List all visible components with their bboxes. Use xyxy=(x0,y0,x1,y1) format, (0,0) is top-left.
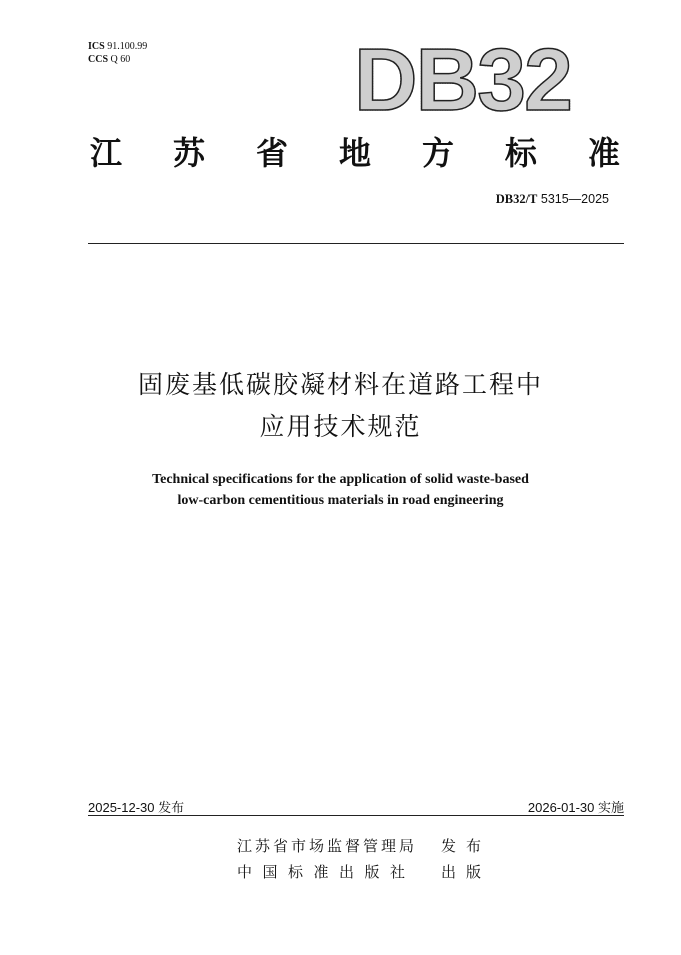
province-char: 地 xyxy=(338,134,371,172)
english-title-line-1: Technical specifications for the application of solid waste-based xyxy=(152,472,529,487)
province-char: 江 xyxy=(90,134,123,172)
chinese-title-line-1: 固废基低碳胶凝材料在道路工程中 xyxy=(137,370,543,399)
db32-logo: DB32 xyxy=(354,30,571,129)
province-char: 标 xyxy=(504,134,537,172)
issue-date: 2025-12-30 发布 xyxy=(88,800,185,815)
ccs-line xyxy=(88,53,147,66)
standard-code xyxy=(496,192,609,207)
province-standard-title xyxy=(90,133,620,173)
publisher-action: 出版 xyxy=(441,863,492,881)
top-divider xyxy=(88,243,624,244)
ccs-label: CCS xyxy=(88,54,109,65)
standard-code-number: 5315—2025 xyxy=(540,192,609,206)
implementation-date: 2026-01-30 实施 xyxy=(527,800,624,815)
ics-label: ICS xyxy=(88,41,105,52)
issuer-action: 发布 xyxy=(441,837,492,855)
province-char: 方 xyxy=(421,134,454,172)
standard-code-prefix: DB32/T xyxy=(495,192,538,206)
province-char: 准 xyxy=(587,134,620,172)
bottom-divider xyxy=(88,815,624,816)
ics-line xyxy=(88,40,147,53)
province-char: 省 xyxy=(255,134,288,172)
province-char: 苏 xyxy=(172,134,205,172)
chinese-title-line-2: 应用技术规范 xyxy=(259,412,422,441)
ccs-value: Q 60 xyxy=(110,54,131,65)
ics-ccs-block xyxy=(88,40,147,66)
ics-value: 91.100.99 xyxy=(107,41,148,52)
publisher-name: 中国标准出版社 xyxy=(237,863,416,881)
english-title-line-2: low-carbon cementitious materials in road engineering xyxy=(177,493,504,508)
issuer-name: 江苏省市场监督管理局 xyxy=(237,837,418,855)
